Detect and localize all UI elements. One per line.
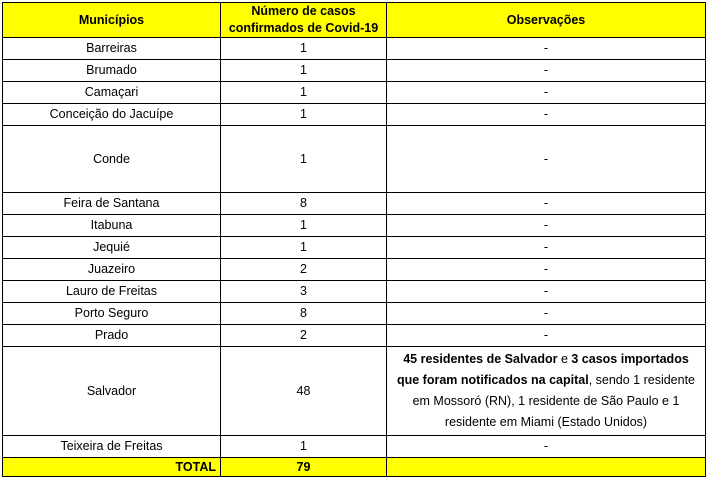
municipio-cell: Itabuna (3, 215, 221, 237)
municipio-cell: Teixeira de Freitas (3, 436, 221, 458)
obs-cell: - (387, 126, 706, 193)
casos-cell: 2 (221, 325, 387, 347)
obs-text-detail: , sendo 1 residente em Mossoró (RN), 1 residente de São Paulo e 1 residente em Miami (Estado Unidos) (412, 373, 696, 429)
municipio-cell: Lauro de Freitas (3, 281, 221, 303)
municipio-cell: Jequié (3, 237, 221, 259)
casos-cell: 1 (221, 126, 387, 193)
casos-cell: 3 (221, 281, 387, 303)
table-row (3, 303, 706, 325)
municipio-cell: Conde (3, 126, 221, 193)
total-obs (387, 458, 706, 477)
municipio-cell: Prado (3, 325, 221, 347)
table-row (3, 237, 706, 259)
obs-cell: - (387, 436, 706, 458)
table-row (3, 60, 706, 82)
header-observacoes: Observações (387, 3, 706, 38)
casos-cell: 1 (221, 82, 387, 104)
covid-cases-table (2, 2, 706, 477)
casos-cell: 1 (221, 38, 387, 60)
obs-cell: - (387, 259, 706, 281)
obs-cell: - (387, 104, 706, 126)
municipio-cell: Barreiras (3, 38, 221, 60)
table-header-row (3, 3, 706, 38)
table-row (3, 38, 706, 60)
table-row (3, 193, 706, 215)
obs-cell: - (387, 60, 706, 82)
casos-cell: 1 (221, 60, 387, 82)
obs-cell: - (387, 281, 706, 303)
obs-cell: - (387, 237, 706, 259)
casos-cell: 8 (221, 193, 387, 215)
obs-cell: - (387, 193, 706, 215)
obs-cell-salvador (387, 347, 706, 436)
total-row (3, 458, 706, 477)
obs-bold-residentes: 45 residentes de Salvador (403, 352, 558, 366)
obs-cell: - (387, 325, 706, 347)
obs-cell: - (387, 303, 706, 325)
casos-cell: 1 (221, 104, 387, 126)
casos-cell: 8 (221, 303, 387, 325)
obs-text-connector: e (557, 352, 572, 366)
municipio-cell: Feira de Santana (3, 193, 221, 215)
municipio-cell: Porto Seguro (3, 303, 221, 325)
total-value: 79 (221, 458, 387, 477)
municipio-cell: Brumado (3, 60, 221, 82)
table-row-salvador (3, 347, 706, 436)
table-row (3, 82, 706, 104)
municipio-cell: Camaçari (3, 82, 221, 104)
municipio-cell: Conceição do Jacuípe (3, 104, 221, 126)
table-row (3, 126, 706, 193)
header-municipios: Municípios (3, 3, 221, 38)
table-row (3, 325, 706, 347)
obs-cell: - (387, 38, 706, 60)
municipio-cell: Salvador (3, 347, 221, 436)
table-row (3, 281, 706, 303)
table-row (3, 436, 706, 458)
table-row (3, 104, 706, 126)
obs-cell: - (387, 82, 706, 104)
total-label: TOTAL (3, 458, 221, 477)
casos-cell: 2 (221, 259, 387, 281)
obs-cell: - (387, 215, 706, 237)
casos-cell: 48 (221, 347, 387, 436)
table-row (3, 215, 706, 237)
municipio-cell: Juazeiro (3, 259, 221, 281)
casos-cell: 1 (221, 215, 387, 237)
obs-bold-importados: 3 casos importados que foram notificados na capital (396, 352, 689, 387)
casos-cell: 1 (221, 237, 387, 259)
header-casos: Número de casos confirmados de Covid-19 (221, 3, 387, 38)
table-row (3, 259, 706, 281)
casos-cell: 1 (221, 436, 387, 458)
